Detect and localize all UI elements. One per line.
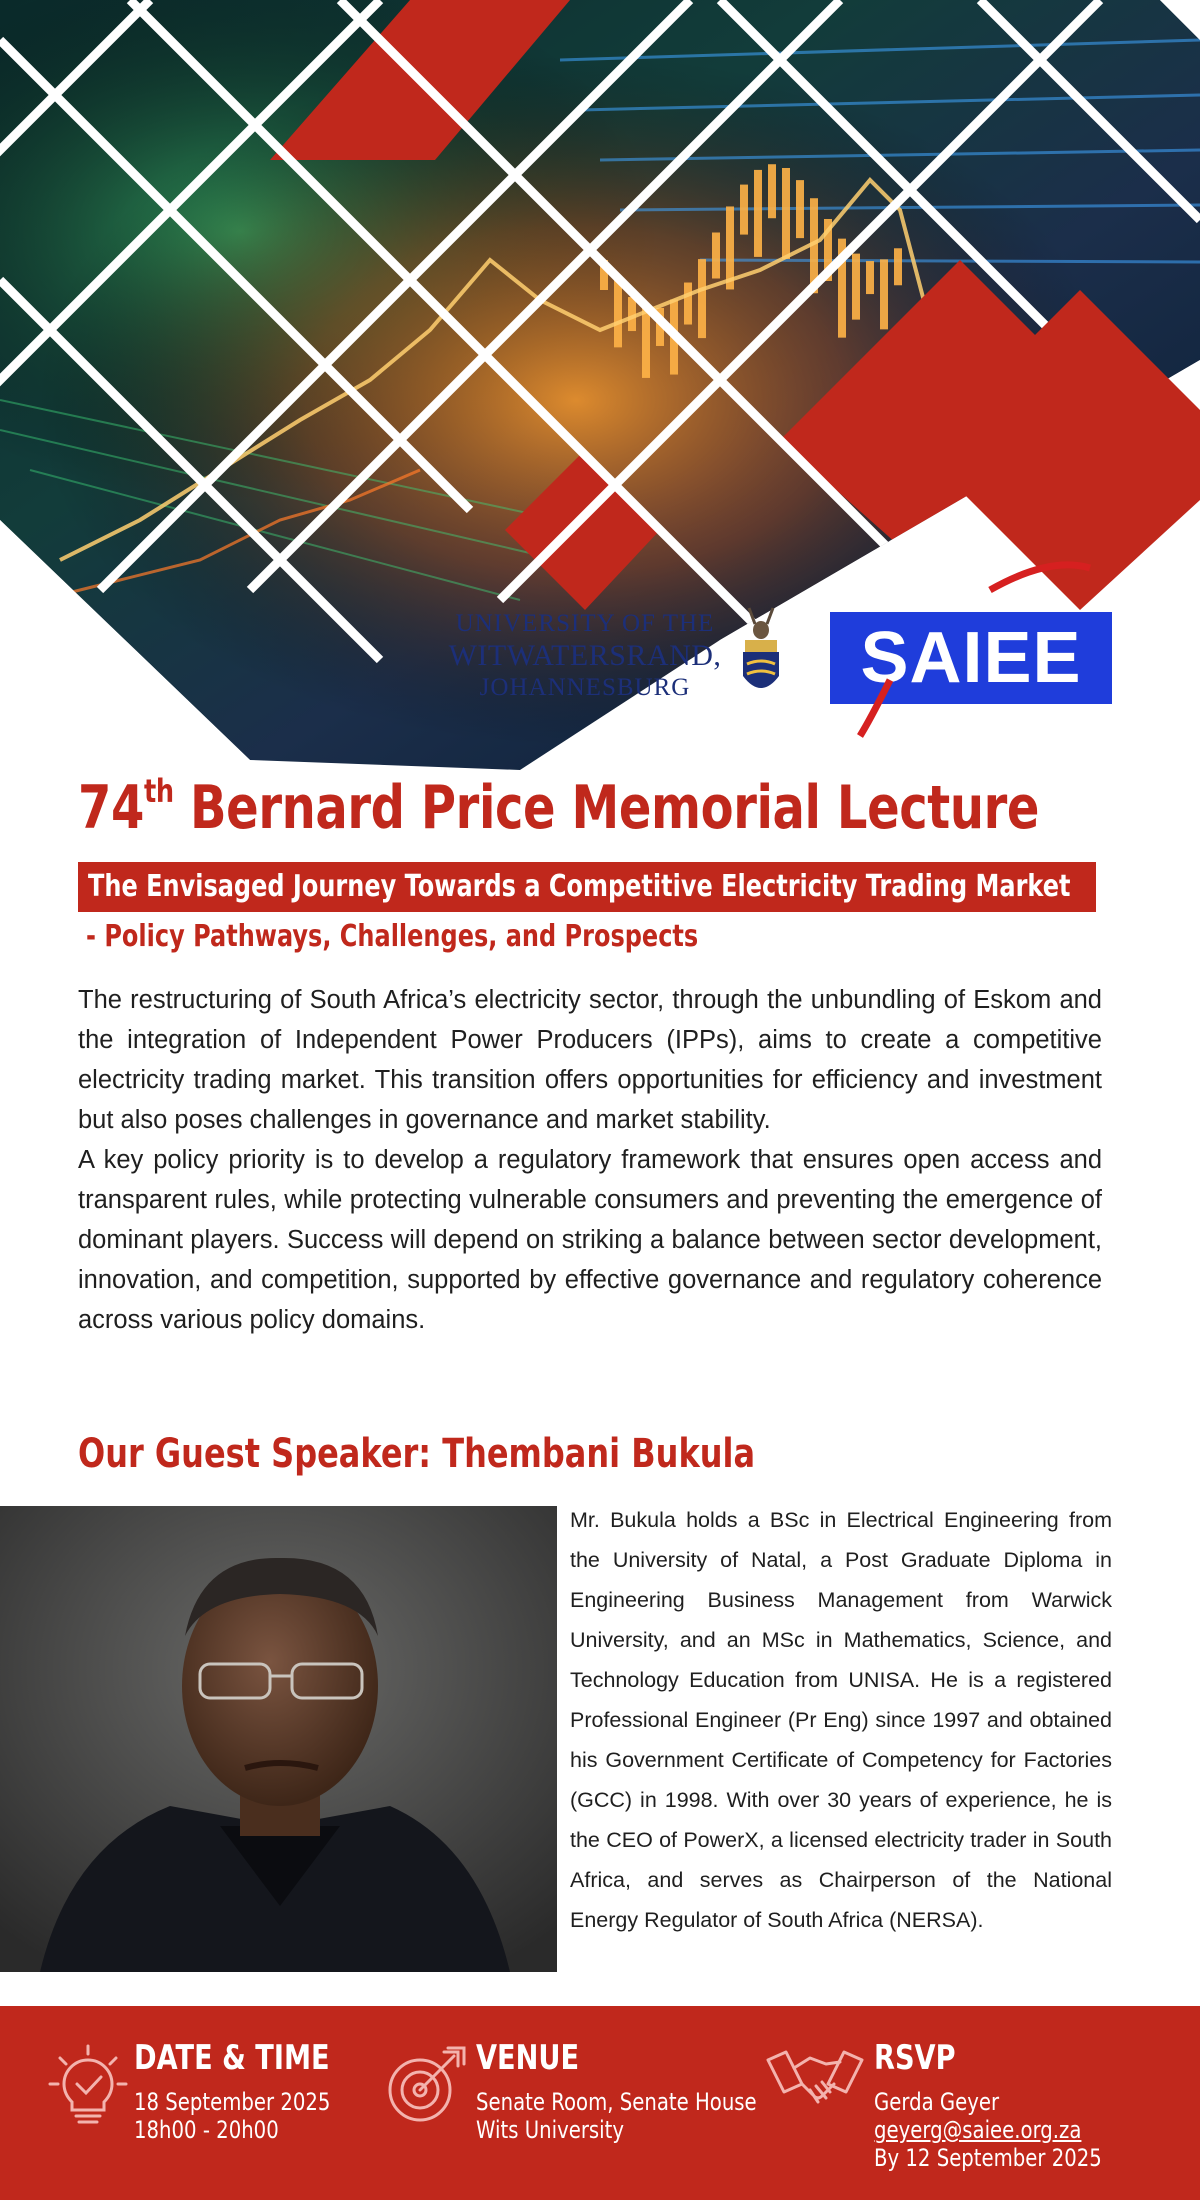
lecture-title-text: Bernard Price Memorial Lecture <box>189 773 1040 843</box>
hero-candle-bar <box>614 280 622 347</box>
hero-candle-bar <box>754 170 762 257</box>
rsvp-deadline: By 12 September 2025 <box>874 2144 1102 2172</box>
target-arrow-icon <box>382 2042 468 2128</box>
hero-candle-bar <box>698 259 706 338</box>
intro-paragraph-1: The restructuring of South Africa’s electricity sector, through the unbundling of Eskom and the integration of Independent Power Producers (IPPs), aims to create a competitive electricity trading market. This transition offers opportunities for efficiency and investment but also poses challenges in governance and market stability. <box>78 986 1102 1134</box>
lecture-subtitle-line1: The Envisaged Journey Towards a Competitive Electricity Trading Market <box>88 869 1071 904</box>
event-info-footer <box>0 2006 1200 2200</box>
hero-candle-bar <box>740 185 748 235</box>
hero-candle-bar <box>712 232 720 278</box>
wits-logo-line2: WITWATERSRAND, <box>448 639 722 672</box>
hero-candle-bar <box>796 180 804 238</box>
hero-candle-bar <box>880 259 888 329</box>
speaker-photo <box>0 1506 557 1972</box>
hero-candle-bar <box>866 261 874 294</box>
lightbulb-check-icon <box>46 2042 130 2128</box>
handshake-icon <box>764 2044 866 2114</box>
hero-candle-bar <box>894 248 902 285</box>
hero-candle-bar <box>684 283 692 325</box>
rsvp-heading: RSVP <box>874 2038 956 2078</box>
intro-paragraph-2: A key policy priority is to develop a regulatory framework that ensures open access and transparent rules, while protecting vulnerable consumers and preventing the emergence of dominant players. Success will depend on striking a balance between sector development, innovation, and competition, supported by effective governance and regulatory coherence across various policy domains. <box>78 1146 1102 1334</box>
hero-candle-bar <box>852 254 860 320</box>
hero-banner <box>0 0 1200 770</box>
hero-candle-bar <box>782 168 790 259</box>
venue-line2: Wits University <box>476 2116 624 2144</box>
lecture-ordinal-suffix: th <box>144 772 174 810</box>
venue-heading: VENUE <box>476 2038 580 2078</box>
hero-candle-bar <box>768 164 776 218</box>
wits-crest-icon <box>735 604 787 704</box>
hero-candle-bar <box>642 307 650 378</box>
wits-logo-line1: UNIVERSITY OF THE <box>455 610 715 637</box>
speaker-bio: Mr. Bukula holds a BSc in Electrical Engineering from the University of Natal, a Post Graduate Diploma in Engineering Business Management from Warwick University, and an MSc in Mathematics, Science, and Technology Education from UNISA. He is a registered Professional Engineer (Pr Eng) since 1997 and obtained his Government Certificate of Competency for Factories (GCC) in 1998. With over 30 years of experience, he is the CEO of PowerX, a licensed electricity trader in South Africa, and serves as Chairperson of the National Energy Regulator of South Africa (NERSA). <box>570 1508 1112 1932</box>
event-time: 18h00 - 20h00 <box>134 2116 279 2144</box>
event-date: 18 September 2025 <box>134 2088 331 2116</box>
venue-line1: Senate Room, Senate House <box>476 2088 757 2116</box>
saiee-swoosh-icon <box>850 560 1100 740</box>
wits-logo <box>445 604 785 724</box>
saiee-logo-text: SAIEE <box>860 618 1082 698</box>
lecture-ordinal: 74 <box>78 773 144 843</box>
intro-text <box>78 980 1102 1340</box>
rsvp-email-link[interactable]: geyerg@saiee.org.za <box>874 2116 1082 2144</box>
rsvp-contact-name: Gerda Geyer <box>874 2088 1000 2116</box>
speaker-heading: Our Guest Speaker: Thembani Bukula <box>78 1431 756 1477</box>
speaker-portrait-image <box>0 1506 557 1972</box>
lecture-title <box>78 772 1040 844</box>
wits-logo-line3: JOHANNESBURG <box>479 674 691 701</box>
lecture-subtitle-line2: - Policy Pathways, Challenges, and Prospects <box>86 919 699 954</box>
date-heading: DATE & TIME <box>134 2038 330 2078</box>
